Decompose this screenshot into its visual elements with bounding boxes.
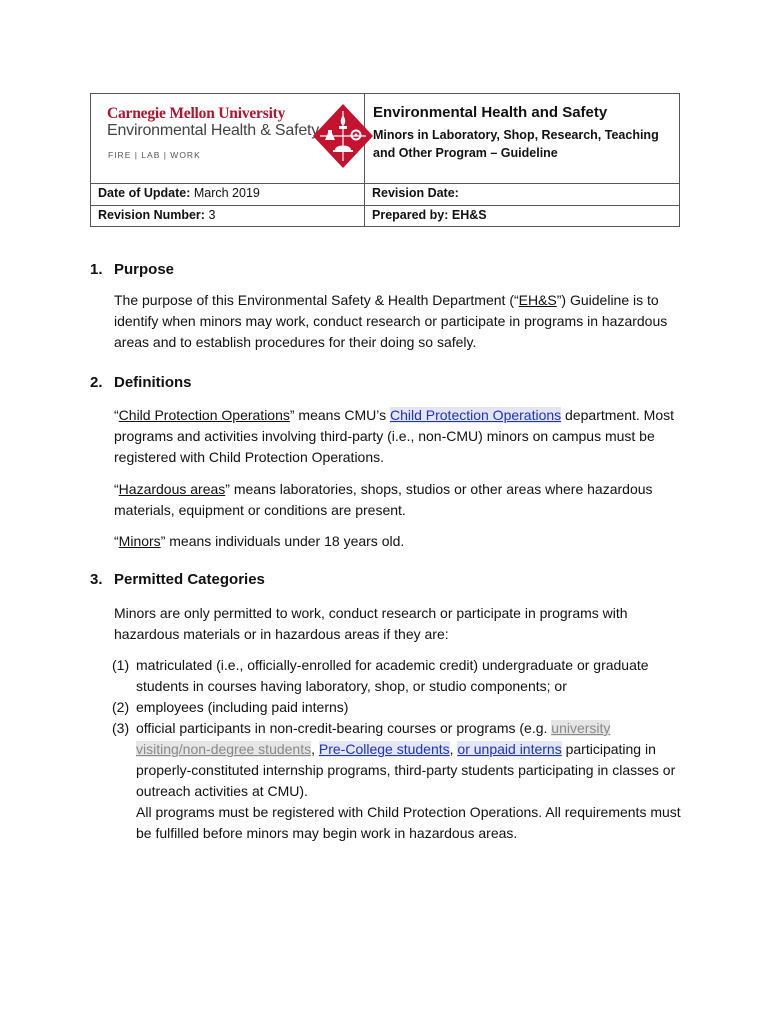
permitted-intro: Minors are only permitted to work, conduct research or participate in programs with hazardous materials or in hazardous areas if they are: <box>114 605 628 642</box>
pre-college-link[interactable]: Pre-College students <box>318 741 450 757</box>
term-hazardous-areas: Hazardous areas <box>118 481 226 497</box>
list-item-text: matriculated (i.e., officially-enrolled for academic credit) undergraduate or graduate students in courses having laboratory, shop, or studio components; or <box>136 657 649 694</box>
section-title: Permitted Categories <box>114 571 265 588</box>
revision-number-value: 3 <box>208 208 216 222</box>
date-of-update-label: Date of Update: <box>98 186 191 200</box>
term-minors: Minors <box>118 533 161 549</box>
list-item <box>112 718 684 844</box>
unpaid-interns-link[interactable]: or unpaid interns <box>457 741 562 757</box>
date-of-update <box>98 186 260 200</box>
child-protection-link[interactable]: Child Protection Operations <box>389 407 562 423</box>
logo-department-name: Environmental Health & Safety <box>107 122 320 139</box>
header-table <box>90 93 680 227</box>
text-run: , <box>449 741 458 757</box>
definition-child-protection <box>114 405 684 468</box>
text-run: official participants in non-credit-bearing courses or programs (e.g. <box>136 720 552 736</box>
section-title: Purpose <box>114 261 175 278</box>
section-number: 2. <box>90 374 103 391</box>
cmu-ehs-logo <box>107 105 357 175</box>
section-number: 1. <box>90 261 103 278</box>
list-marker: (2) <box>112 699 130 715</box>
text-run: ”) Guideline is to identify when minors may work, conduct research or participate in programs in hazardous areas and to establish procedures for their doing so safely. <box>114 292 668 350</box>
purpose-paragraph <box>114 290 684 353</box>
revision-number-label: Revision Number: <box>98 208 205 222</box>
section-number: 3. <box>90 571 103 588</box>
term-child-protection: Child Protection Operations <box>118 407 290 423</box>
text-run: ” means CMU’s <box>289 407 390 423</box>
revision-number <box>98 208 215 222</box>
text-run: department. Most programs and activities involving third-party (i.e., non-CMU) minors on campus must be registered with Child Protection Operations. <box>114 407 674 465</box>
definition-minors <box>114 531 684 552</box>
ehs-diamond-icon <box>312 103 374 169</box>
list-item <box>112 655 684 697</box>
table-divider-horizontal <box>91 183 679 184</box>
logo-tagline: FIRE | LAB | WORK <box>108 150 201 160</box>
list-item-text: employees (including paid interns) <box>136 699 349 715</box>
text-run: , <box>311 741 319 757</box>
text-run: ” means individuals under 18 years old. <box>160 533 405 549</box>
visiting-students-link[interactable]: university visiting/non-degree students <box>136 720 611 757</box>
text-run: “ <box>114 481 119 497</box>
list-marker: (1) <box>112 657 130 673</box>
document-title: Environmental Health and Safety <box>373 104 608 121</box>
section-permitted-heading <box>90 571 265 588</box>
prepared-by-label: Prepared by: EH&S <box>372 208 487 222</box>
text-run: participating in properly-constituted internship programs, third-party students participating in classes or outreach activities at CMU). <box>136 741 676 799</box>
document-subtitle: Minors in Laboratory, Shop, Research, Teaching and Other Program – Guideline <box>373 128 659 160</box>
revision-date-label: Revision Date: <box>372 186 459 200</box>
list-marker: (3) <box>112 720 130 736</box>
definition-hazardous-areas <box>114 479 684 521</box>
text-run: The purpose of this Environmental Safety & Health Department (“ <box>114 292 519 308</box>
logo-university-name: Carnegie Mellon University <box>107 105 286 122</box>
section-title: Definitions <box>114 374 192 391</box>
text-run: ” means laboratories, shops, studios or other areas where hazardous materials, equipment or conditions are present. <box>114 481 653 518</box>
revision-date <box>372 186 459 200</box>
date-of-update-value: March 2019 <box>193 186 260 200</box>
section-purpose-heading <box>90 261 174 278</box>
prepared-by <box>372 208 487 222</box>
text-run: “ <box>114 533 119 549</box>
table-divider-horizontal <box>91 205 679 206</box>
text-run: “ <box>114 407 119 423</box>
list-item <box>112 697 684 718</box>
registration-note: All programs must be registered with Child Protection Operations. All requirements must be fulfilled before minors may begin work in hazardous areas. <box>136 804 681 841</box>
list-item-text <box>136 718 684 844</box>
ehs-term: EH&S <box>518 292 557 308</box>
section-definitions-heading <box>90 374 192 391</box>
